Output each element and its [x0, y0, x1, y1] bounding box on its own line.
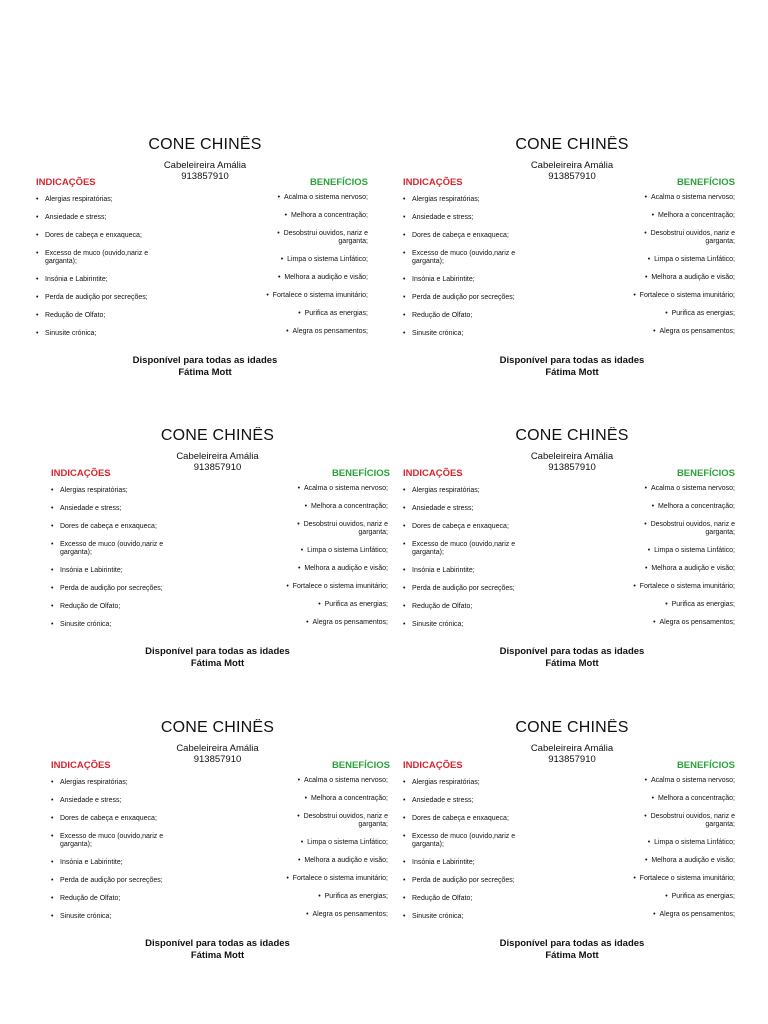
benefits-heading: BENEFÍCIOS	[676, 177, 735, 188]
indication-item: • Dores de cabeça e enxaqueca;	[36, 232, 156, 240]
benefit-item: • Melhora a concentração;	[615, 503, 735, 511]
author-name: Fátima Mott	[190, 950, 245, 961]
indications-heading: INDICAÇÕES	[51, 468, 111, 479]
indications-list	[51, 779, 171, 931]
availability-note: Disponível para todas as idades	[145, 938, 290, 949]
benefit-item: • Limpa o sistema Linfático;	[268, 547, 388, 555]
indication-item: • Ansiedade e stress;	[403, 797, 523, 805]
benefit-item: • Alegra os pensamentos;	[615, 328, 735, 336]
benefit-item: • Acalma o sistema nervoso;	[615, 777, 735, 785]
benefits-heading: BENEFÍCIOS	[309, 177, 368, 188]
indication-item: • Perda de audição por secreções;	[36, 294, 156, 302]
salon-name: Cabeleireira Amália	[530, 451, 614, 462]
author-name: Fátima Mott	[545, 658, 599, 669]
indication-item: • Redução de Olfato;	[403, 312, 523, 320]
indication-item: • Insónia e Labirintite;	[403, 276, 523, 284]
benefits-list	[248, 194, 368, 346]
benefit-item: • Limpa o sistema Linfático;	[268, 839, 388, 847]
indication-item: • Alergias respiratórias;	[403, 196, 523, 204]
phone-number: 913857910	[193, 462, 242, 473]
benefit-item: • Acalma o sistema nervoso;	[615, 485, 735, 493]
benefit-item: • Melhora a audição e visão;	[615, 565, 735, 573]
benefit-item: • Purifica as energias;	[268, 601, 388, 609]
indication-item: • Sinusite crónica;	[51, 621, 171, 629]
benefit-item: • Alegra os pensamentos;	[615, 619, 735, 627]
benefit-item: • Melhora a concentração;	[615, 212, 735, 220]
benefit-item: • Desobstrui ouvidos, nariz e garganta;	[268, 813, 388, 829]
benefit-item: • Melhora a audição e visão;	[268, 565, 388, 573]
indication-item: • Excesso de muco (ouvido,nariz e garganta);	[403, 250, 523, 266]
indication-item: • Perda de audição por secreções;	[403, 585, 523, 593]
flyer-card	[30, 136, 380, 391]
indications-heading: INDICAÇÕES	[36, 177, 96, 188]
indication-item: • Insónia e Labirintite;	[51, 567, 171, 575]
benefits-heading: BENEFÍCIOS	[676, 468, 735, 479]
benefit-item: • Fortalece o sistema imunitário;	[248, 292, 368, 300]
indication-item: • Sinusite crónica;	[51, 913, 171, 921]
benefit-item: • Fortalece o sistema imunitário;	[615, 292, 735, 300]
indication-item: • Dores de cabeça e enxaqueca;	[403, 815, 523, 823]
indication-item: • Ansiedade e stress;	[403, 505, 523, 513]
benefit-item: • Melhora a concentração;	[268, 503, 388, 511]
author-name: Fátima Mott	[190, 658, 245, 669]
card-title: CONE CHINÊS	[515, 427, 629, 444]
availability-note: Disponível para todas as idades	[499, 938, 645, 949]
indications-list	[403, 196, 523, 348]
indications-list	[36, 196, 156, 348]
indications-heading: INDICAÇÕES	[51, 760, 111, 771]
indications-list	[403, 487, 523, 639]
indication-item: • Dores de cabeça e enxaqueca;	[403, 232, 523, 240]
indication-item: • Ansiedade e stress;	[51, 505, 171, 513]
benefit-item: • Melhora a audição e visão;	[268, 857, 388, 865]
benefits-list	[615, 194, 735, 346]
indication-item: • Alergias respiratórias;	[36, 196, 156, 204]
benefit-item: • Melhora a concentração;	[248, 212, 368, 220]
benefits-list	[268, 485, 388, 637]
flyer-card	[397, 136, 747, 391]
benefit-item: • Purifica as energias;	[248, 310, 368, 318]
availability-note: Disponível para todas as idades	[499, 355, 645, 366]
benefit-item: • Melhora a concentração;	[615, 795, 735, 803]
benefit-item: • Purifica as energias;	[615, 893, 735, 901]
indications-heading: INDICAÇÕES	[403, 760, 463, 771]
indication-item: • Insónia e Labirintite;	[403, 567, 523, 575]
author-name: Fátima Mott	[178, 367, 232, 378]
indication-item: • Sinusite crónica;	[403, 621, 523, 629]
indication-item: • Perda de audição por secreções;	[403, 294, 523, 302]
salon-name: Cabeleireira Amália	[530, 743, 614, 754]
benefit-item: • Purifica as energias;	[615, 310, 735, 318]
benefits-heading: BENEFÍCIOS	[331, 468, 390, 479]
benefit-item: • Melhora a audição e visão;	[248, 274, 368, 282]
phone-number: 913857910	[548, 754, 596, 765]
indication-item: • Sinusite crónica;	[403, 913, 523, 921]
indication-item: • Dores de cabeça e enxaqueca;	[51, 815, 171, 823]
benefit-item: • Alegra os pensamentos;	[268, 619, 388, 627]
benefit-item: • Alegra os pensamentos;	[248, 328, 368, 336]
indications-heading: INDICAÇÕES	[403, 177, 463, 188]
availability-note: Disponível para todas as idades	[132, 355, 278, 366]
indication-item: • Insónia e Labirintite;	[51, 859, 171, 867]
benefits-heading: BENEFÍCIOS	[676, 760, 735, 771]
benefit-item: • Acalma o sistema nervoso;	[248, 194, 368, 202]
phone-number: 913857910	[548, 171, 596, 182]
indication-item: • Alergias respiratórias;	[51, 779, 171, 787]
benefit-item: • Melhora a concentração;	[268, 795, 388, 803]
indications-heading: INDICAÇÕES	[403, 468, 463, 479]
indication-item: • Ansiedade e stress;	[403, 214, 523, 222]
indication-item: • Dores de cabeça e enxaqueca;	[403, 523, 523, 531]
benefit-item: • Acalma o sistema nervoso;	[268, 777, 388, 785]
benefit-item: • Limpa o sistema Linfático;	[615, 256, 735, 264]
indication-item: • Perda de audição por secreções;	[403, 877, 523, 885]
benefit-item: • Desobstrui ouvidos, nariz e garganta;	[615, 813, 735, 829]
card-title: CONE CHINÊS	[160, 427, 275, 444]
indication-item: • Perda de audição por secreções;	[51, 585, 171, 593]
phone-number: 913857910	[193, 754, 242, 765]
benefit-item: • Limpa o sistema Linfático;	[615, 839, 735, 847]
benefits-heading: BENEFÍCIOS	[331, 760, 390, 771]
benefit-item: • Melhora a audição e visão;	[615, 857, 735, 865]
benefit-item: • Alegra os pensamentos;	[268, 911, 388, 919]
indication-item: • Alergias respiratórias;	[403, 487, 523, 495]
indication-item: • Perda de audição por secreções;	[51, 877, 171, 885]
indication-item: • Alergias respiratórias;	[403, 779, 523, 787]
benefit-item: • Melhora a audição e visão;	[615, 274, 735, 282]
benefit-item: • Desobstrui ouvidos, nariz e garganta;	[248, 230, 368, 246]
indications-list	[51, 487, 171, 639]
salon-name: Cabeleireira Amália	[530, 160, 614, 171]
phone-number: 913857910	[548, 462, 596, 473]
benefit-item: • Purifica as energias;	[268, 893, 388, 901]
benefit-item: • Fortalece o sistema imunitário;	[615, 583, 735, 591]
indication-item: • Insónia e Labirintite;	[36, 276, 156, 284]
benefit-item: • Limpa o sistema Linfático;	[615, 547, 735, 555]
benefit-item: • Fortalece o sistema imunitário;	[268, 875, 388, 883]
benefit-item: • Alegra os pensamentos;	[615, 911, 735, 919]
indication-item: • Excesso de muco (ouvido,nariz e garganta);	[403, 541, 523, 557]
benefits-list	[615, 777, 735, 929]
salon-name: Cabeleireira Amália	[163, 160, 247, 171]
card-title: CONE CHINÊS	[515, 719, 629, 736]
availability-note: Disponível para todas as idades	[499, 646, 645, 657]
benefits-list	[268, 777, 388, 929]
indication-item: • Alergias respiratórias;	[51, 487, 171, 495]
benefit-item: • Acalma o sistema nervoso;	[615, 194, 735, 202]
indication-item: • Ansiedade e stress;	[51, 797, 171, 805]
indication-item: • Excesso de muco (ouvido,nariz e garganta);	[51, 541, 171, 557]
card-title: CONE CHINÊS	[160, 719, 275, 736]
availability-note: Disponível para todas as idades	[145, 646, 290, 657]
benefit-item: • Limpa o sistema Linfático;	[248, 256, 368, 264]
author-name: Fátima Mott	[545, 950, 599, 961]
indication-item: • Dores de cabeça e enxaqueca;	[51, 523, 171, 531]
salon-name: Cabeleireira Amália	[176, 743, 259, 754]
benefits-list	[615, 485, 735, 637]
phone-number: 913857910	[181, 171, 229, 182]
salon-name: Cabeleireira Amália	[176, 451, 259, 462]
benefit-item: • Acalma o sistema nervoso;	[268, 485, 388, 493]
card-title: CONE CHINÊS	[148, 136, 262, 153]
benefit-item: • Fortalece o sistema imunitário;	[615, 875, 735, 883]
indication-item: • Redução de Olfato;	[36, 312, 156, 320]
indication-item: • Redução de Olfato;	[403, 603, 523, 611]
indication-item: • Excesso de muco (ouvido,nariz e garganta);	[36, 250, 156, 266]
flyer-card	[397, 427, 747, 682]
indication-item: • Redução de Olfato;	[51, 603, 171, 611]
indication-item: • Sinusite crónica;	[403, 330, 523, 338]
indication-item: • Excesso de muco (ouvido,nariz e garganta);	[51, 833, 171, 849]
benefit-item: • Desobstrui ouvidos, nariz e garganta;	[615, 230, 735, 246]
flyer-card	[45, 719, 390, 974]
author-name: Fátima Mott	[545, 367, 599, 378]
indication-item: • Redução de Olfato;	[403, 895, 523, 903]
indication-item: • Insónia e Labirintite;	[403, 859, 523, 867]
indications-list	[403, 779, 523, 931]
benefit-item: • Purifica as energias;	[615, 601, 735, 609]
benefit-item: • Desobstrui ouvidos, nariz e garganta;	[268, 521, 388, 537]
indication-item: • Excesso de muco (ouvido,nariz e garganta);	[403, 833, 523, 849]
indication-item: • Redução de Olfato;	[51, 895, 171, 903]
flyer-card	[397, 719, 747, 974]
card-title: CONE CHINÊS	[515, 136, 629, 153]
indication-item: • Sinusite crónica;	[36, 330, 156, 338]
flyer-card	[45, 427, 390, 682]
benefit-item: • Desobstrui ouvidos, nariz e garganta;	[615, 521, 735, 537]
benefit-item: • Fortalece o sistema imunitário;	[268, 583, 388, 591]
indication-item: • Ansiedade e stress;	[36, 214, 156, 222]
